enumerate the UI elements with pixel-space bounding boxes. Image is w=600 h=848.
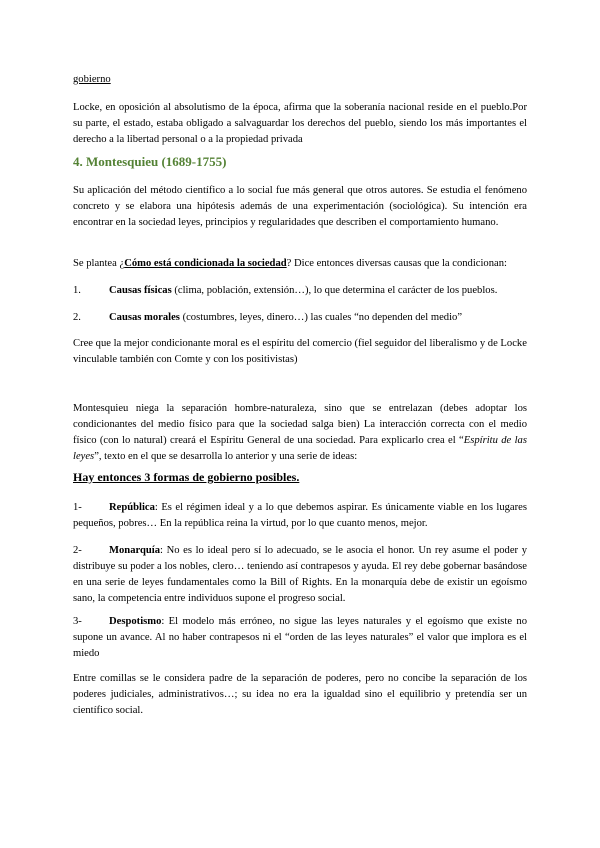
book-title: Espíritu de las leyes xyxy=(73,435,527,462)
method-paragraph: Su aplicación del método científico a lo social fue más general que otros autores. Se estudia el fenómeno concreto y se elabora una hipótesis además de una experimentación (sociológica). Su intención era encontrar en la sociedad leyes, principios y regularidades que describen el comportamiento humano. xyxy=(73,185,527,228)
form-item-republica xyxy=(73,500,527,532)
nature-paragraph xyxy=(73,401,527,465)
form-number: 2- xyxy=(73,545,82,556)
cause-label: Causas físicas xyxy=(109,285,172,296)
forms-heading: Hay entonces 3 formas de gobierno posibles. xyxy=(73,470,300,484)
cause-text: (clima, población, extensión…), lo que determina el carácter de los pueblos. xyxy=(171,285,498,296)
form-number: 1- xyxy=(73,502,82,513)
question-prefix: Se plantea ¿ xyxy=(73,258,125,269)
cause-text: (costumbres, leyes, dinero…) las cuales “no dependen del medio” xyxy=(179,312,463,323)
commerce-paragraph: Cree que la mejor condicionante moral es el espíritu del comercio (fiel seguidor del liberalismo y de Locke vinculable también con Comte y con los positivistas) xyxy=(73,338,527,365)
separation-paragraph: Entre comillas se le considera padre de la separación de poderes, pero no concibe la separación de los poderes judiciales, administrativos…; su idea no era la igualdad sino el equilibrio y pretendía ser un científico social. xyxy=(73,673,527,716)
cause-number: 1. xyxy=(73,285,81,296)
nature-text: Montesquieu niega la separación hombre-naturaleza, sino que se entrelazan (debes adoptar los condicionantes del medio físico para que la sociedad salga bien) La interacción correcta con el medio físico (con lo natural) creará el Espíritu General de una sociedad. Para explicarlo crea el “ xyxy=(73,403,527,446)
form-text: : Es el régimen ideal y a lo que debemos aspirar. Es únicamente viable en los lugares pequeños, pobres… En la república reina la virtud, por lo que cuanto menos, mejor. xyxy=(73,502,527,529)
form-label: República xyxy=(109,502,155,513)
locke-paragraph: Locke, en oposición al absolutismo de la época, afirma que la soberanía nacional reside en el pueblo.Por su parte, el estado, estaba obligado a salvaguardar los derechos del pueblo, siendo los más importantes el derecho a la libertad personal o a la propiedad privada xyxy=(73,102,527,145)
question-line xyxy=(73,256,527,272)
form-item-monarquia xyxy=(73,543,527,607)
form-label: Monarquía xyxy=(109,545,161,556)
nature-tail: ”, texto en el que se desarrolla lo anterior y una serie de ideas: xyxy=(94,451,358,462)
cause-number: 2. xyxy=(73,312,81,323)
cause-label: Causas morales xyxy=(109,312,180,323)
question-suffix: ? Dice entonces diversas causas que la condicionan: xyxy=(286,258,507,269)
form-item-despotismo xyxy=(73,614,527,662)
form-number: 3- xyxy=(73,616,82,627)
top-heading: gobierno xyxy=(73,74,111,85)
cause-item-moral xyxy=(73,310,527,326)
cause-item-physical xyxy=(73,283,527,299)
form-text: : No es lo ideal pero sí lo adecuado, se le asocia el honor. Un rey asume el poder y distribuye su poder a los nobles, clero… teniendo así contrapesos y ayuda. El rey debe gobernar basándose en una serie de leyes fundamentales como la Bill of Rights. En la monarquía debe de existir un egoísmo sano, la competencia entre individuos supone el progreso social. xyxy=(73,545,527,604)
question-text: Cómo está condicionada la sociedad xyxy=(124,258,287,269)
form-text: : El modelo más erróneo, no sigue las leyes naturales y el egoísmo que existe no supone un avance. Al no haber contrapesos ni el “orden de las leyes naturales” el valor que implora es el miedo xyxy=(73,616,527,659)
section4-title: 4. Montesquieu (1689-1755) xyxy=(73,154,227,169)
form-label: Despotismo xyxy=(109,616,162,627)
